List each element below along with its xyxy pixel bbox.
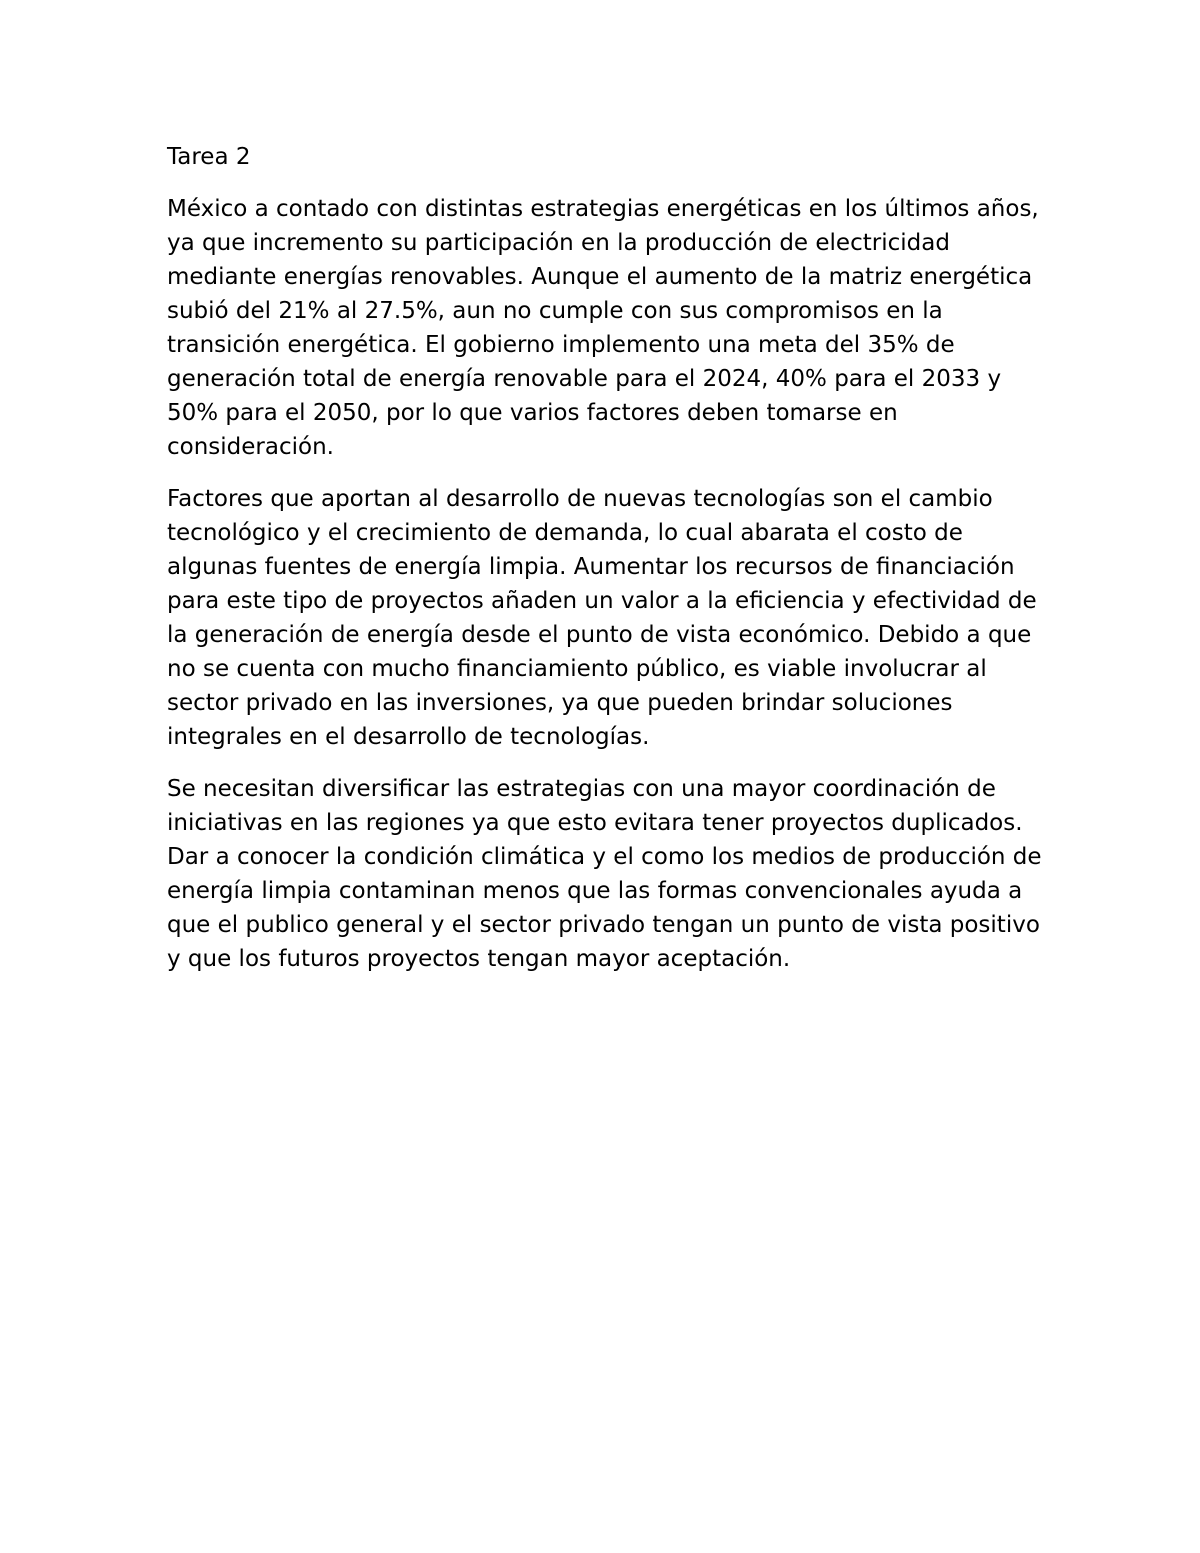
paragraph-2: Factores que aportan al desarrollo de nuevas tecnologías son el cambio tecnológico y el crecimiento de demanda, lo cual abarata el costo de algunas fuentes de energía limpia. Aumentar los recursos de financiación para este tipo de proyectos añaden un valor a la eficiencia y efectividad de la generación de energía desde el punto de vista económico. Debido a que no se cuenta con mucho financiamiento público, es viable involucrar al sector privado en las inversiones, ya que pueden brindar soluciones integrales en el desarrollo de tecnologías.	[167, 486, 1037, 750]
document-body	[167, 140, 1047, 994]
paragraph-1: México a contado con distintas estrategias energéticas en los últimos años, ya que incremento su participación en la producción de electricidad mediante energías renovables. Aunque el aumento de la matriz energética subió del 21% al 27.5%, aun no cumple con sus compromisos en la transición energética. El gobierno implemento una meta del 35% de generación total de energía renovable para el 2024, 40% para el 2033 y 50% para el 2050, por lo que varios factores deben tomarse en consideración.	[167, 196, 1039, 460]
paragraph-3: Se necesitan diversificar las estrategias con una mayor coordinación de iniciativas en las regiones ya que esto evitara tener proyectos duplicados. Dar a conocer la condición climática y el como los medios de producción de energía limpia contaminan menos que las formas convencionales ayuda a que el publico general y el sector privado tengan un punto de vista positivo y que los futuros proyectos tengan mayor aceptación.	[167, 776, 1042, 972]
document-title: Tarea 2	[167, 144, 251, 170]
